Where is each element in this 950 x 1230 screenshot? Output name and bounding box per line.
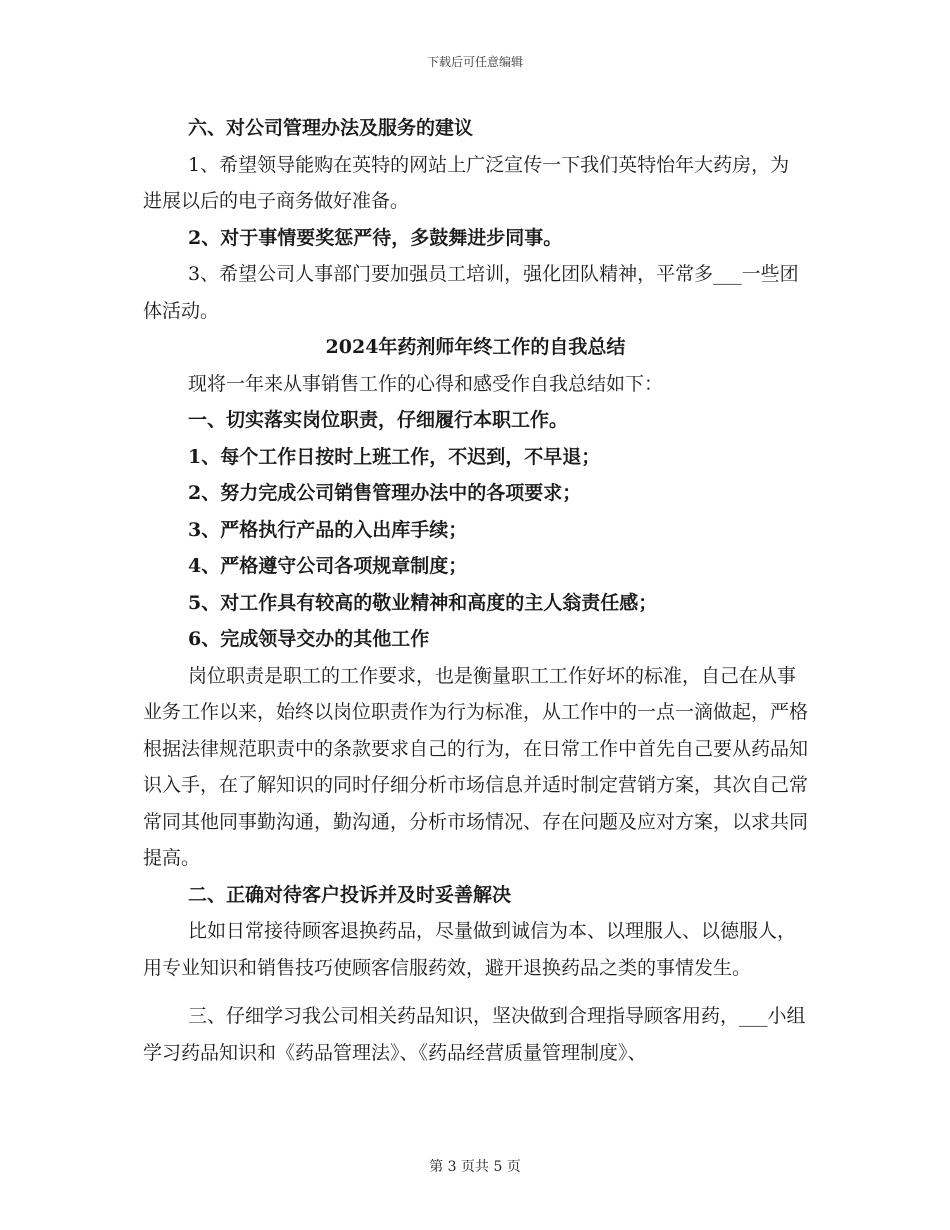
suggestion-2: 2、对于事情要奖惩严待，多鼓舞进步同事。 [188,226,563,249]
section-heading-six: 六、对公司管理办法及服务的建议 [188,117,474,139]
suggestion-3: 3、希望公司人事部门要加强员工培训，强化团队精神，平常多___一些团体活动。 [143,263,799,322]
duty-item-2: 2、努力完成公司销售管理办法中的各项要求； [188,482,582,504]
duty-item-4: 4、严格遵守公司各项规章制度； [188,555,468,577]
suggestion-1: 1、希望领导能购在英特的网站上广泛宣传一下我们英特怡年大药房，为进展以后的电子商务做好准备。 [143,153,790,212]
section-heading-two: 二、正确对待客户投诉并及时妥善解决 [188,883,512,906]
duty-item-1: 1、每个工作日按时上班工作，不迟到，不早退； [188,445,601,468]
intro-paragraph: 现将一年来从事销售工作的心得和感受作自我总结如下： [188,372,664,395]
section-heading-one: 一、切实落实岗位职责，仔细履行本职工作。 [188,409,569,431]
body-paragraph-section-three: 三、仔细学习我公司相关药品知识，坚决做到合理指导顾客用药，___小组学习药品知识和《药品管理法》、《药品经营质量管理制度》、 [143,1005,806,1064]
duty-item-5: 5、对工作具有较高的敬业精神和高度的主人翁责任感； [188,591,658,614]
document-title: 2024年药剂师年终工作的自我总结 [325,336,626,358]
document-body [143,110,808,1071]
body-paragraph-complaints: 比如日常接待顾客退换药品，尽量做到诚信为本、以理服人、以德服人，用专业知识和销售技巧使顾客信服药效，避开退换药品之类的事情发生。 [143,920,797,979]
duty-item-3: 3、严格执行产品的入出库手续； [188,518,468,541]
duty-item-6: 6、完成领导交办的其他工作 [188,628,430,650]
page-footer: 第 3 页共 5 页 [429,1159,521,1175]
body-paragraph-duties: 岗位职责是职工的工作要求，也是衡量职工工作好坏的标准，自己在从事业务工作以来，始终以岗位职责作为行为标准，从工作中的一点一滴做起，严格根据法律规范职责中的条款要求自己的行为，在日常工作中首先自己要从药品知识入手，在了解知识的同时仔细分析市场信息并适时制定营销方案，其次自己常常同其他同事勤沟通，勤沟通，分析市场情况、存在问题及应对方案，以求共同提高。 [143,664,809,869]
page-header: 下载后可任意编辑 [426,55,523,69]
